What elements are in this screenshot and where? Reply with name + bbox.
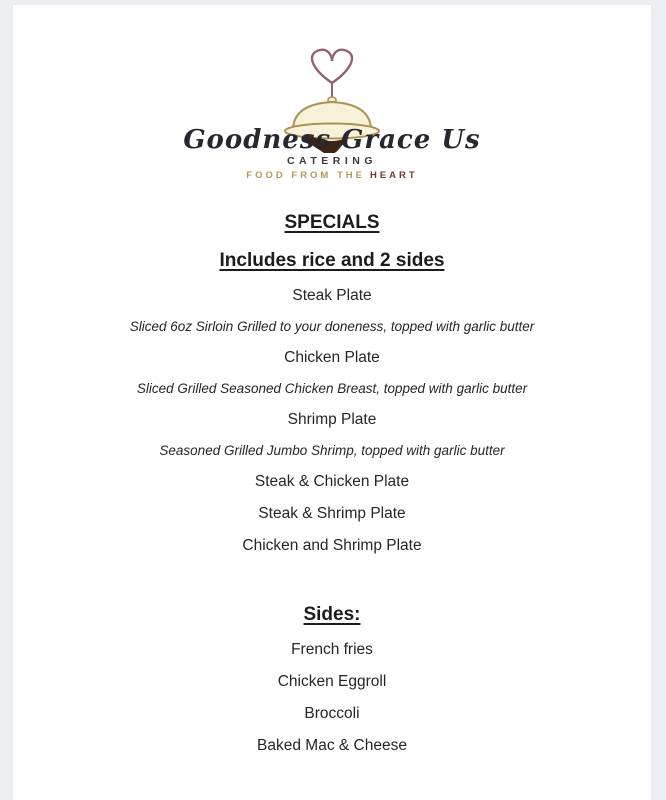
catering-logo: [13, 45, 651, 180]
tagline-gold-text: FOOD FROM THE: [246, 169, 365, 181]
heart-icon: [312, 50, 352, 97]
tagline-accent-text: HEART: [369, 169, 418, 181]
side-item: Broccoli: [304, 705, 360, 722]
menu-item-name: Chicken and Shrimp Plate: [242, 537, 422, 554]
brand-subtitle: CATERING: [286, 155, 378, 167]
menu-item-name: Chicken Plate: [284, 349, 380, 366]
menu-item-description: Sliced 6oz Sirloin Grilled to your doneness, topped with garlic butter: [129, 319, 535, 334]
brand-tagline: [246, 171, 417, 181]
menu-item-description: Seasoned Grilled Jumbo Shrimp, topped with garlic butter: [159, 443, 505, 458]
menu-item-name: Shrimp Plate: [287, 411, 377, 428]
specials-subheading: Includes rice and 2 sides: [219, 250, 445, 271]
side-item: Baked Mac & Cheese: [257, 737, 407, 754]
menu-item-name: Steak & Shrimp Plate: [258, 505, 406, 522]
brand-name: Goodness Grace Us: [183, 125, 481, 155]
menu-item-name: Steak Plate: [292, 287, 372, 304]
menu-item-description: Sliced Grilled Seasoned Chicken Breast, topped with garlic butter: [136, 381, 528, 396]
sides-heading: Sides:: [303, 604, 361, 625]
menu-item-name: Steak & Chicken Plate: [254, 473, 410, 490]
menu-page: [13, 5, 651, 800]
specials-heading: SPECIALS: [284, 212, 380, 233]
menu-body: [13, 212, 651, 754]
side-item: French fries: [291, 641, 373, 658]
side-item: Chicken Eggroll: [277, 673, 387, 690]
